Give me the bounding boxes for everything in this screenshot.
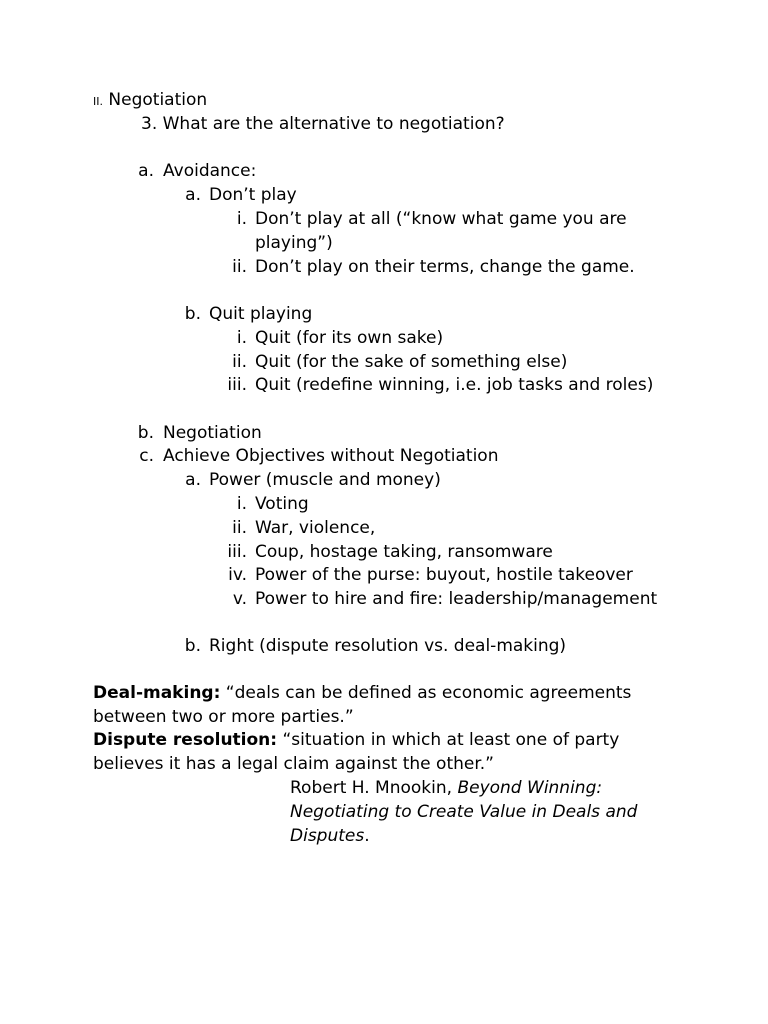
- list-item-text: Don’t play at all (“know what game you are: [255, 209, 627, 229]
- list-item-marker: ii.: [232, 518, 247, 538]
- list-item-marker: ii.: [232, 257, 247, 277]
- section-heading-title: Negotiation: [108, 90, 208, 110]
- question-line: 3. What are the alternative to negotiation?: [141, 114, 505, 134]
- citation-line-2: Negotiating to Create Value in Deals and: [290, 802, 638, 822]
- achieve-label: Achieve Objectives without Negotiation: [163, 446, 499, 466]
- section-heading: [93, 89, 207, 111]
- citation-line-1: [290, 777, 602, 799]
- negotiation-marker: b.: [137, 423, 154, 443]
- list-item-text: Voting: [255, 494, 309, 514]
- citation-title-part: Disputes: [290, 826, 365, 846]
- right-label: Right (dispute resolution vs. deal-making): [209, 636, 567, 656]
- list-item-text-continued: playing”): [255, 233, 333, 253]
- list-item-text: Power to hire and fire: leadership/management: [255, 589, 658, 609]
- avoidance-marker: a.: [138, 161, 154, 181]
- list-item-text: Coup, hostage taking, ransomware: [255, 542, 553, 562]
- citation-line-3: [290, 825, 370, 847]
- definition-deal-making: [93, 682, 683, 729]
- section-heading-marker: II.: [93, 95, 103, 108]
- power-label: Power (muscle and money): [209, 470, 441, 490]
- negotiation-label: Negotiation: [163, 423, 262, 443]
- citation-title-part: Beyond Winning:: [457, 778, 603, 798]
- avoidance-label: Avoidance:: [163, 161, 257, 181]
- list-item-marker: i.: [236, 209, 247, 229]
- definition-text: “situation in which at least one of party believes it has a legal claim against the other.”: [93, 730, 620, 774]
- list-item-marker: iii.: [227, 375, 247, 395]
- citation-end: .: [364, 826, 370, 846]
- list-item-marker: iii.: [227, 542, 247, 562]
- quit-playing-marker: b.: [184, 304, 201, 324]
- list-item-text: Quit (for its own sake): [255, 328, 444, 348]
- list-item-text: Quit (for the sake of something else): [255, 352, 568, 372]
- list-item-marker: i.: [236, 328, 247, 348]
- right-marker: b.: [184, 636, 201, 656]
- list-item-text: Don’t play on their terms, change the game.: [255, 257, 635, 277]
- definition-term: Dispute resolution:: [93, 730, 278, 750]
- list-item-marker: ii.: [232, 352, 247, 372]
- list-item-text: Quit (redefine winning, i.e. job tasks and roles): [255, 375, 654, 395]
- list-item-text: Power of the purse: buyout, hostile takeover: [255, 565, 633, 585]
- list-item-marker: i.: [236, 494, 247, 514]
- citation-author: Robert H. Mnookin,: [290, 778, 458, 798]
- list-item-text: War, violence,: [255, 518, 376, 538]
- list-item-marker: v.: [232, 589, 247, 609]
- dont-play-marker: a.: [185, 185, 201, 205]
- power-marker: a.: [185, 470, 201, 490]
- definition-term: Deal-making:: [93, 683, 221, 703]
- definition-dispute-resolution: [93, 729, 683, 776]
- definition-text: “deals can be defined as economic agreements between two or more parties.”: [93, 683, 632, 727]
- achieve-marker: c.: [139, 446, 154, 466]
- list-item-marker: iv.: [228, 565, 247, 585]
- quit-playing-label: Quit playing: [209, 304, 313, 324]
- dont-play-label: Don’t play: [209, 185, 297, 205]
